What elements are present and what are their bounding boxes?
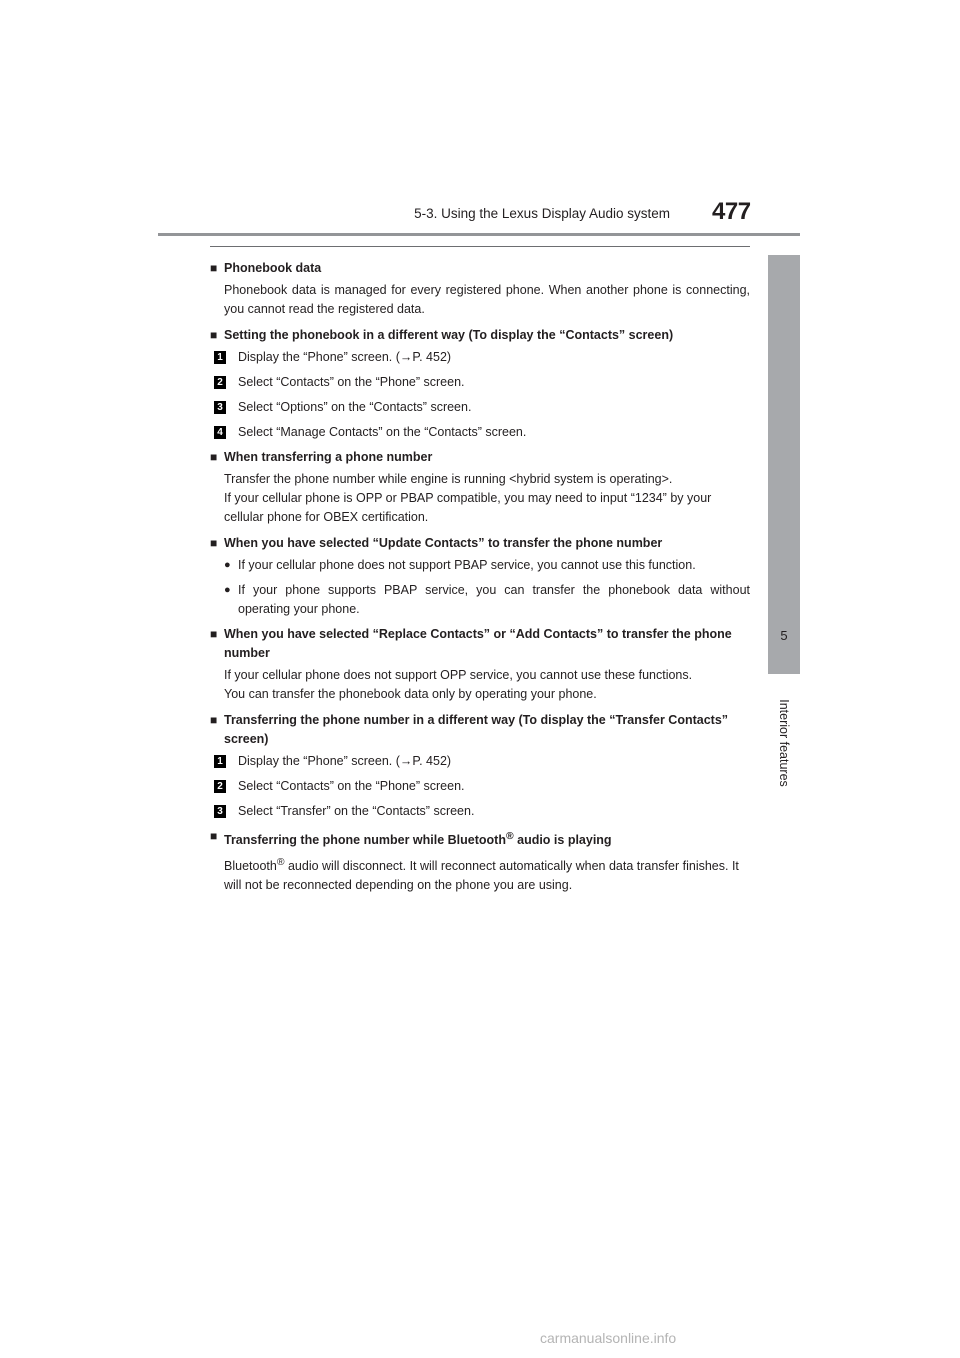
section-body: Bluetooth® audio will disconnect. It will reconnect automatically when data transfer finishes. It will not be reconnected depending on the phone you are using. [224, 857, 739, 893]
section-replace-add-contacts [210, 625, 750, 704]
step-number-badge: 2 [214, 376, 226, 389]
section-heading: ■ Transferring the phone number in a different way (To display the “Transfer Contacts” screen) [210, 711, 750, 749]
step-item [214, 802, 750, 821]
section-bluetooth-audio [210, 827, 750, 895]
section-transferring-number [210, 448, 750, 527]
bullet-item: ● If your phone supports PBAP service, you can transfer the phonebook data without operating your phone. [224, 581, 750, 619]
circle-bullet-icon: ● [224, 584, 231, 596]
section-update-contacts [210, 534, 750, 619]
step-item [214, 398, 750, 417]
step-text: Select “Options” on the “Contacts” screen. [238, 400, 472, 414]
square-bullet-icon: ■ [210, 261, 218, 275]
page-number: 477 [712, 198, 751, 225]
header-rule [158, 233, 800, 236]
chapter-number: 5 [780, 628, 788, 643]
square-bullet-icon: ■ [210, 713, 218, 727]
step-item [214, 348, 750, 367]
section-body: If your cellular phone does not support OPP service, you cannot use these functions. You can transfer the phonebook data only by operating your phone. [224, 668, 693, 701]
registered-mark: ® [276, 857, 285, 869]
section-body: Transfer the phone number while engine is running <hybrid system is operating>. If your cellular phone is OPP or PBAP compatible, you may need to input “1234” by your cellular phone for OBEX certification. [224, 472, 712, 524]
section-transfer-different-way [210, 711, 750, 821]
step-number-badge: 1 [214, 351, 226, 364]
section-heading: ■ Phonebook data [210, 259, 750, 278]
section-title: 5-3. Using the Lexus Display Audio system [414, 206, 670, 221]
step-number-badge: 2 [214, 780, 226, 793]
section-heading: ■ When transferring a phone number [210, 448, 750, 467]
step-text: Select “Contacts” on the “Phone” screen. [238, 779, 465, 793]
step-number-badge: 3 [214, 805, 226, 818]
step-item [214, 373, 750, 392]
square-bullet-icon: ■ [210, 829, 218, 843]
step-number-badge: 1 [214, 755, 226, 768]
square-bullet-icon: ■ [210, 627, 218, 641]
step-text: Display the “Phone” screen. (→P. 452) [238, 350, 452, 364]
section-heading: ■ Transferring the phone number while Bluetooth® audio is playing [210, 827, 750, 850]
square-bullet-icon: ■ [210, 328, 218, 342]
registered-mark: ® [505, 831, 514, 842]
watermark-link[interactable]: carmanualsonline.info [540, 1330, 677, 1346]
section-setting-phonebook [210, 326, 750, 442]
square-bullet-icon: ■ [210, 450, 218, 464]
step-text: Select “Contacts” on the “Phone” screen. [238, 375, 465, 389]
section-heading: ■ Setting the phonebook in a different way (To display the “Contacts” screen) [210, 326, 750, 345]
step-item [214, 777, 750, 796]
section-heading: ■ When you have selected “Replace Contacts” or “Add Contacts” to transfer the phone number [210, 625, 750, 663]
content-top-rule [210, 246, 750, 247]
step-number-badge: 3 [214, 401, 226, 414]
step-item [214, 752, 750, 771]
section-phonebook-data [210, 259, 750, 319]
square-bullet-icon: ■ [210, 536, 218, 550]
step-text: Select “Transfer” on the “Contacts” screen. [238, 804, 475, 818]
step-number-badge: 4 [214, 426, 226, 439]
section-body: Phonebook data is managed for every registered phone. When another phone is connecting, you cannot read the registered data. [224, 283, 750, 316]
bullet-item: ● If your cellular phone does not support PBAP service, you cannot use this function. [224, 556, 750, 575]
circle-bullet-icon: ● [224, 559, 231, 571]
step-item [214, 423, 750, 442]
page-content [210, 259, 750, 902]
step-text: Select “Manage Contacts” on the “Contacts” screen. [238, 425, 527, 439]
section-heading: ■ When you have selected “Update Contacts” to transfer the phone number [210, 534, 750, 553]
step-text: Display the “Phone” screen. (→P. 452) [238, 754, 452, 768]
chapter-label: Interior features [777, 699, 791, 787]
chapter-side-tab [768, 255, 800, 674]
